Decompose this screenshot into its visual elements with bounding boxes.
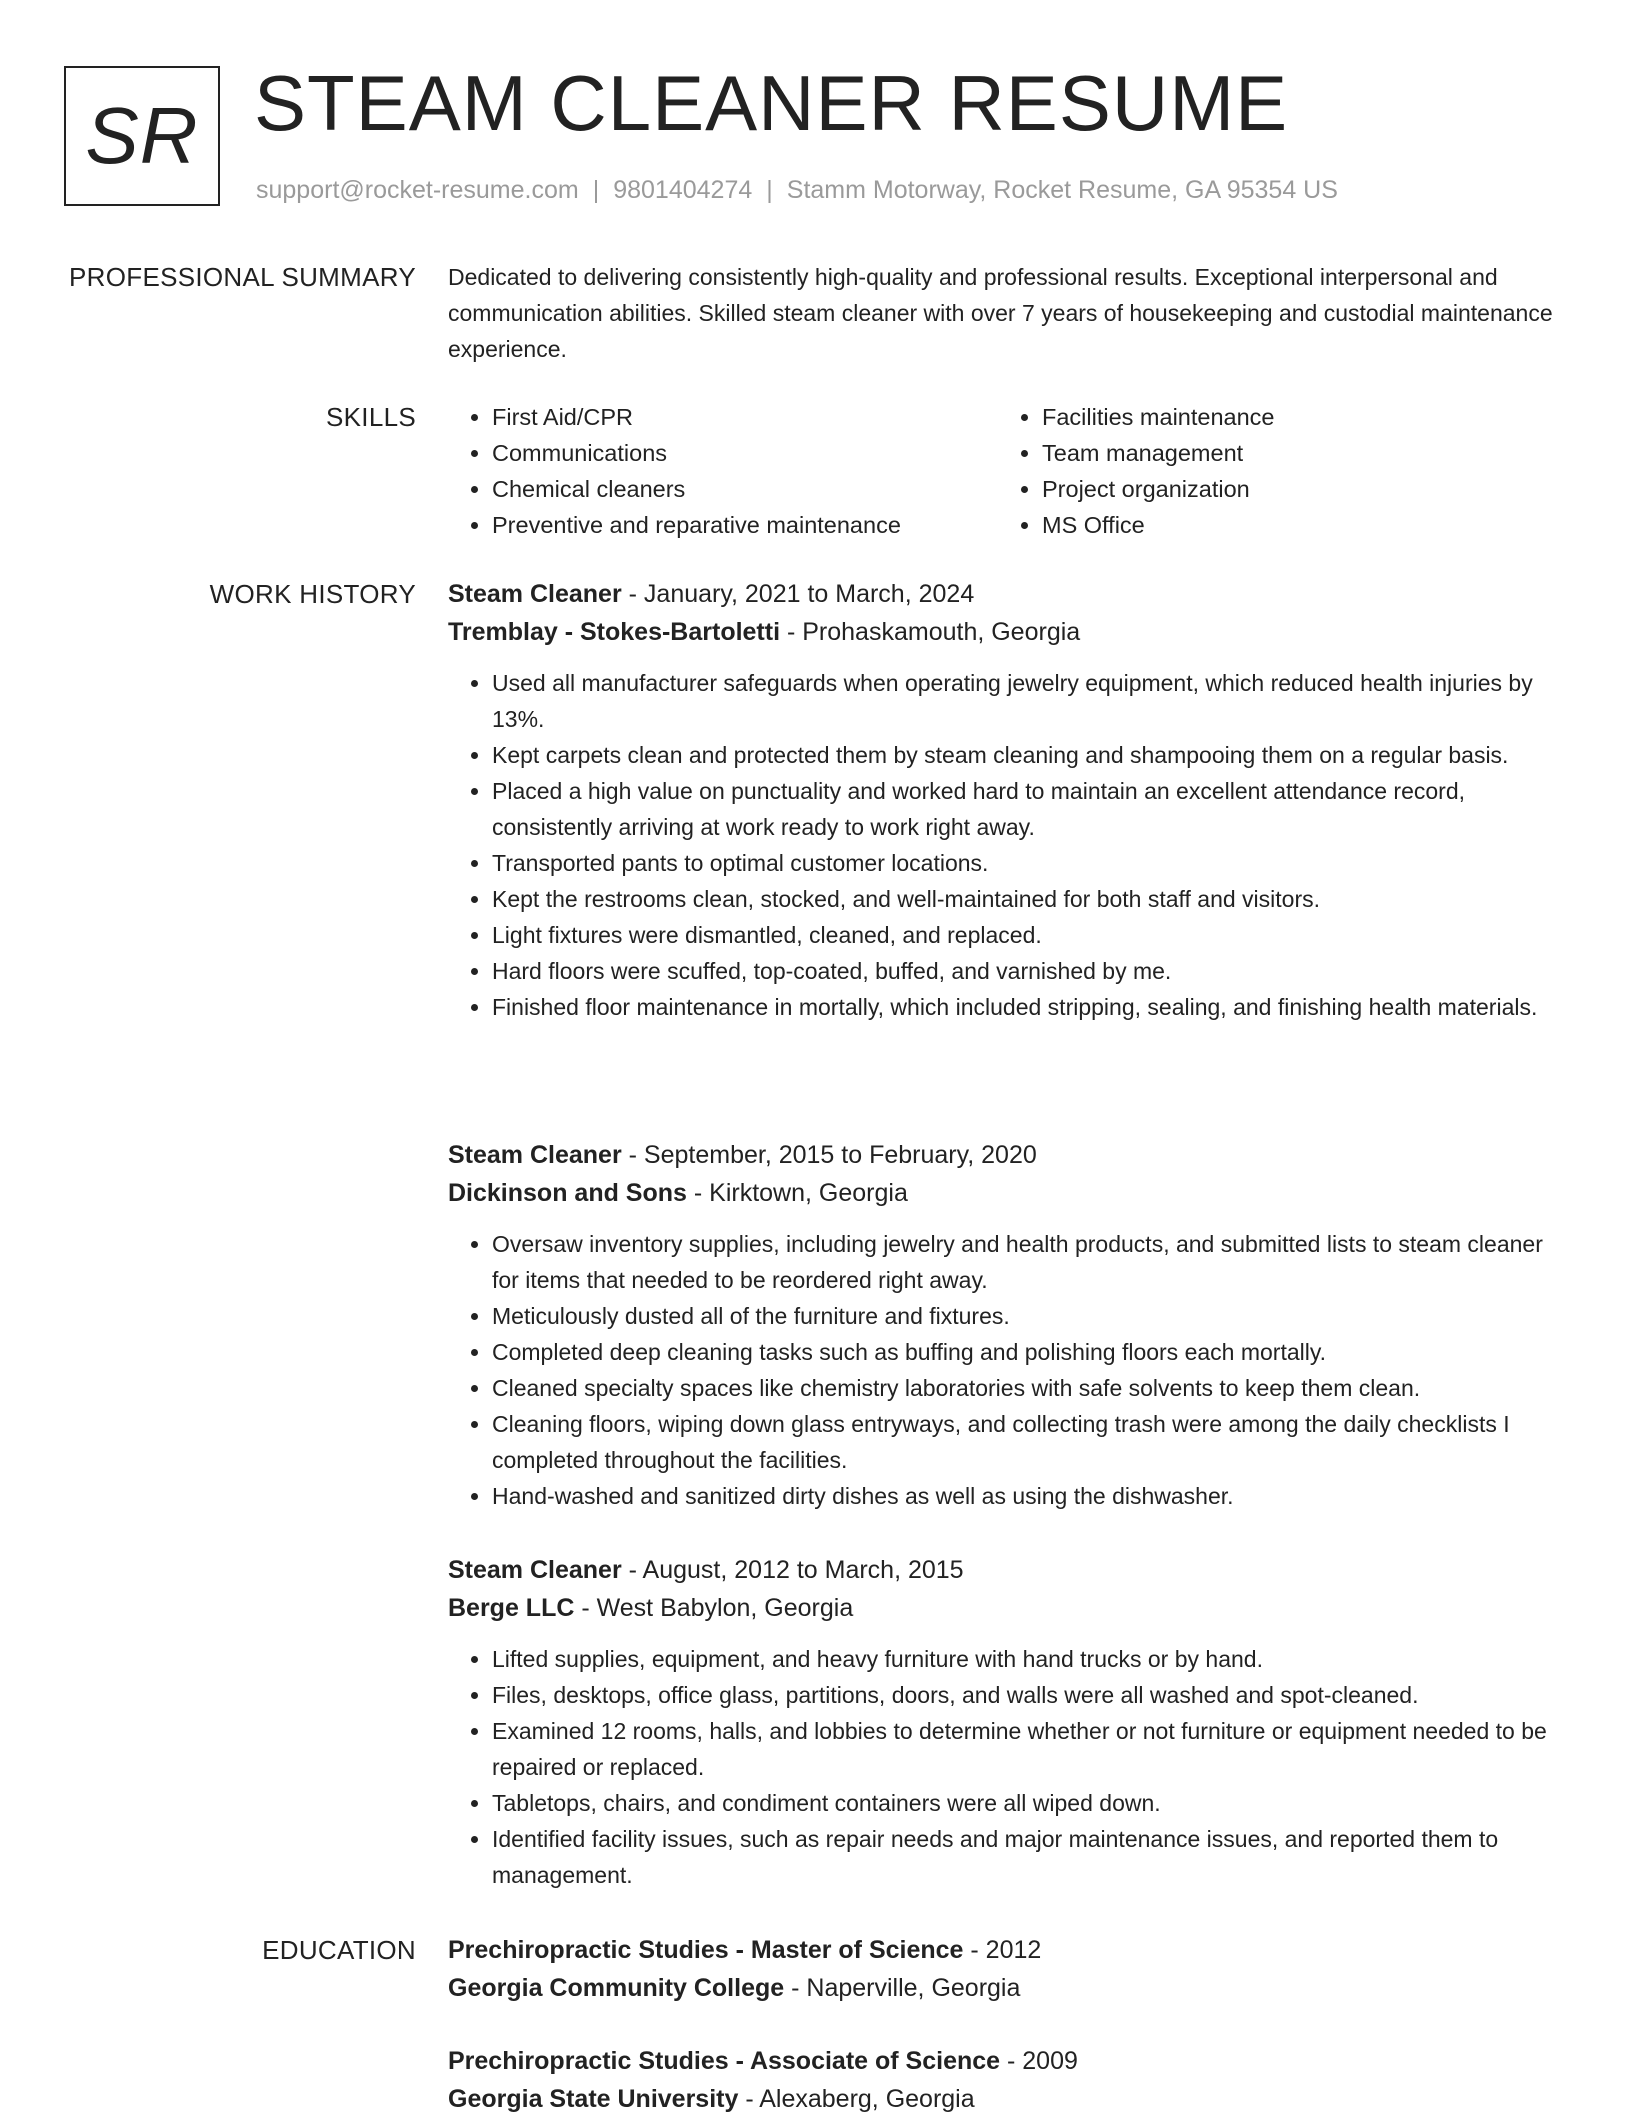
education-school-line xyxy=(448,2080,1568,2118)
education-entry xyxy=(448,1931,1568,2007)
skill-item: • Chemical cleaners xyxy=(492,471,998,507)
job-entry xyxy=(0,1136,1632,1514)
job-duty: • Light fixtures were dismantled, cleaned, and replaced. xyxy=(492,917,1568,953)
job-duty: • Oversaw inventory supplies, including jewelry and health products, and submitted lists to steam cleaner for items that needed to be reordered right away. xyxy=(492,1226,1568,1298)
skills-column-right xyxy=(998,399,1548,543)
job-duties xyxy=(448,665,1568,1025)
job-duty: • Hand-washed and sanitized dirty dishes as well as using the dishwasher. xyxy=(492,1478,1568,1514)
job-dates: - August, 2012 to March, 2015 xyxy=(621,1556,964,1584)
job-duty: • Cleaned specialty spaces like chemistry laboratories with safe solvents to keep them clean. xyxy=(492,1370,1568,1406)
job-duty: • Lifted supplies, equipment, and heavy furniture with hand trucks or by hand. xyxy=(492,1641,1568,1677)
job-title-line xyxy=(448,575,1568,613)
job-duty: • Hard floors were scuffed, top-coated, buffed, and varnished by me. xyxy=(492,953,1568,989)
job-company: Berge LLC xyxy=(448,1594,575,1622)
job-duty: • Files, desktops, office glass, partitions, doors, and walls were all washed and spot-cleaned. xyxy=(492,1677,1568,1713)
contact-separator: | xyxy=(766,176,773,204)
job-dates: - January, 2021 to March, 2024 xyxy=(621,580,975,608)
job-duty: • Transported pants to optimal customer locations. xyxy=(492,845,1568,881)
job-title: Steam Cleaner xyxy=(448,580,622,608)
education-section xyxy=(0,1931,1632,2007)
education-year: - 2012 xyxy=(963,1936,1042,1964)
job-duty: • Finished floor maintenance in mortally, which included stripping, sealing, and finishing health materials. xyxy=(492,989,1568,1025)
education-degree-line xyxy=(448,1931,1568,1969)
job-title: Steam Cleaner xyxy=(448,1141,622,1169)
education-degree: Prechiropractic Studies - Associate of Science xyxy=(448,2047,1001,2075)
skill-item: • Preventive and reparative maintenance xyxy=(492,507,998,543)
job-duty: • Meticulously dusted all of the furniture and fixtures. xyxy=(492,1298,1568,1334)
job-entry xyxy=(0,575,1632,1025)
job-duty: • Kept carpets clean and protected them by steam cleaning and shampooing them on a regular basis. xyxy=(492,737,1568,773)
job-duty: • Completed deep cleaning tasks such as buffing and polishing floors each mortally. xyxy=(492,1334,1568,1370)
skill-item: • First Aid/CPR xyxy=(492,399,998,435)
job-location: - Kirktown, Georgia xyxy=(686,1179,908,1207)
education-year: - 2009 xyxy=(1000,2047,1078,2075)
education-degree: Prechiropractic Studies - Master of Science xyxy=(448,1936,964,1964)
job-company-line xyxy=(448,1174,1568,1212)
job-duties xyxy=(448,1226,1568,1514)
job-location: - West Babylon, Georgia xyxy=(574,1594,854,1622)
education-entry xyxy=(0,2042,1632,2118)
education-location: - Alexaberg, Georgia xyxy=(738,2085,975,2113)
education-degree-line xyxy=(448,2042,1568,2080)
job-duty: • Cleaning floors, wiping down glass entryways, and collecting trash were among the daily checklists I completed throughout the facilities. xyxy=(492,1406,1568,1478)
monogram-logo: SR xyxy=(64,66,220,206)
education-heading: EDUCATION xyxy=(262,1935,416,1965)
education-school-line xyxy=(448,1969,1568,2007)
page-title: STEAM CLEANER RESUME xyxy=(254,59,1289,147)
job-company-line xyxy=(448,613,1568,651)
job-duty: • Kept the restrooms clean, stocked, and well-maintained for both staff and visitors. xyxy=(492,881,1568,917)
job-title-line xyxy=(448,1136,1568,1174)
skill-item: • Project organization xyxy=(1042,471,1548,507)
job-duty: • Used all manufacturer safeguards when operating jewelry equipment, which reduced health injuries by 13%. xyxy=(492,665,1568,737)
job-duty: • Identified facility issues, such as repair needs and major maintenance issues, and reported them to management. xyxy=(492,1821,1568,1893)
job-duties xyxy=(448,1641,1568,1893)
work-history-heading: WORK HISTORY xyxy=(209,579,416,609)
contact-phone[interactable]: 9801404274 xyxy=(613,176,753,204)
contact-address: Stamm Motorway, Rocket Resume, GA 95354 US xyxy=(786,176,1338,204)
job-title: Steam Cleaner xyxy=(448,1556,622,1584)
contact-email[interactable]: support@rocket-resume.com xyxy=(256,176,579,204)
skills-heading: SKILLS xyxy=(326,402,416,432)
job-company: Dickinson and Sons xyxy=(448,1179,687,1207)
job-location: - Prohaskamouth, Georgia xyxy=(780,618,1081,646)
skill-item: • Facilities maintenance xyxy=(1042,399,1548,435)
education-school: Georgia Community College xyxy=(448,1974,785,2002)
skills-column-left xyxy=(448,399,998,543)
job-title-line xyxy=(448,1551,1568,1589)
skills-list xyxy=(448,399,1568,543)
job-dates: - September, 2015 to February, 2020 xyxy=(621,1141,1037,1169)
skill-item: • Communications xyxy=(492,435,998,471)
job-duty: • Placed a high value on punctuality and worked hard to maintain an excellent attendance record, consistently arriving at work ready to work right away. xyxy=(492,773,1568,845)
education-school: Georgia State University xyxy=(448,2085,739,2113)
contact-separator: | xyxy=(592,176,600,204)
summary-text: Dedicated to delivering consistently high-quality and professional results. Exceptional interpersonal and communication abilities. Skilled steam cleaner with over 7 years of housekeeping and custodial maintenance experience. xyxy=(448,264,1553,362)
skill-item: • MS Office xyxy=(1042,507,1548,543)
summary-heading: PROFESSIONAL SUMMARY xyxy=(69,262,416,292)
skill-item: • Team management xyxy=(1042,435,1548,471)
education-location: - Naperville, Georgia xyxy=(784,1974,1021,2002)
job-company: Tremblay - Stokes-Bartoletti xyxy=(448,618,781,646)
job-entry xyxy=(0,1551,1632,1893)
job-company-line xyxy=(448,1589,1568,1627)
contact-line xyxy=(256,174,1338,206)
job-duty: • Examined 12 rooms, halls, and lobbies to determine whether or not furniture or equipment needed to be repaired or replaced. xyxy=(492,1713,1568,1785)
job-duty: • Tabletops, chairs, and condiment containers were all wiped down. xyxy=(492,1785,1568,1821)
